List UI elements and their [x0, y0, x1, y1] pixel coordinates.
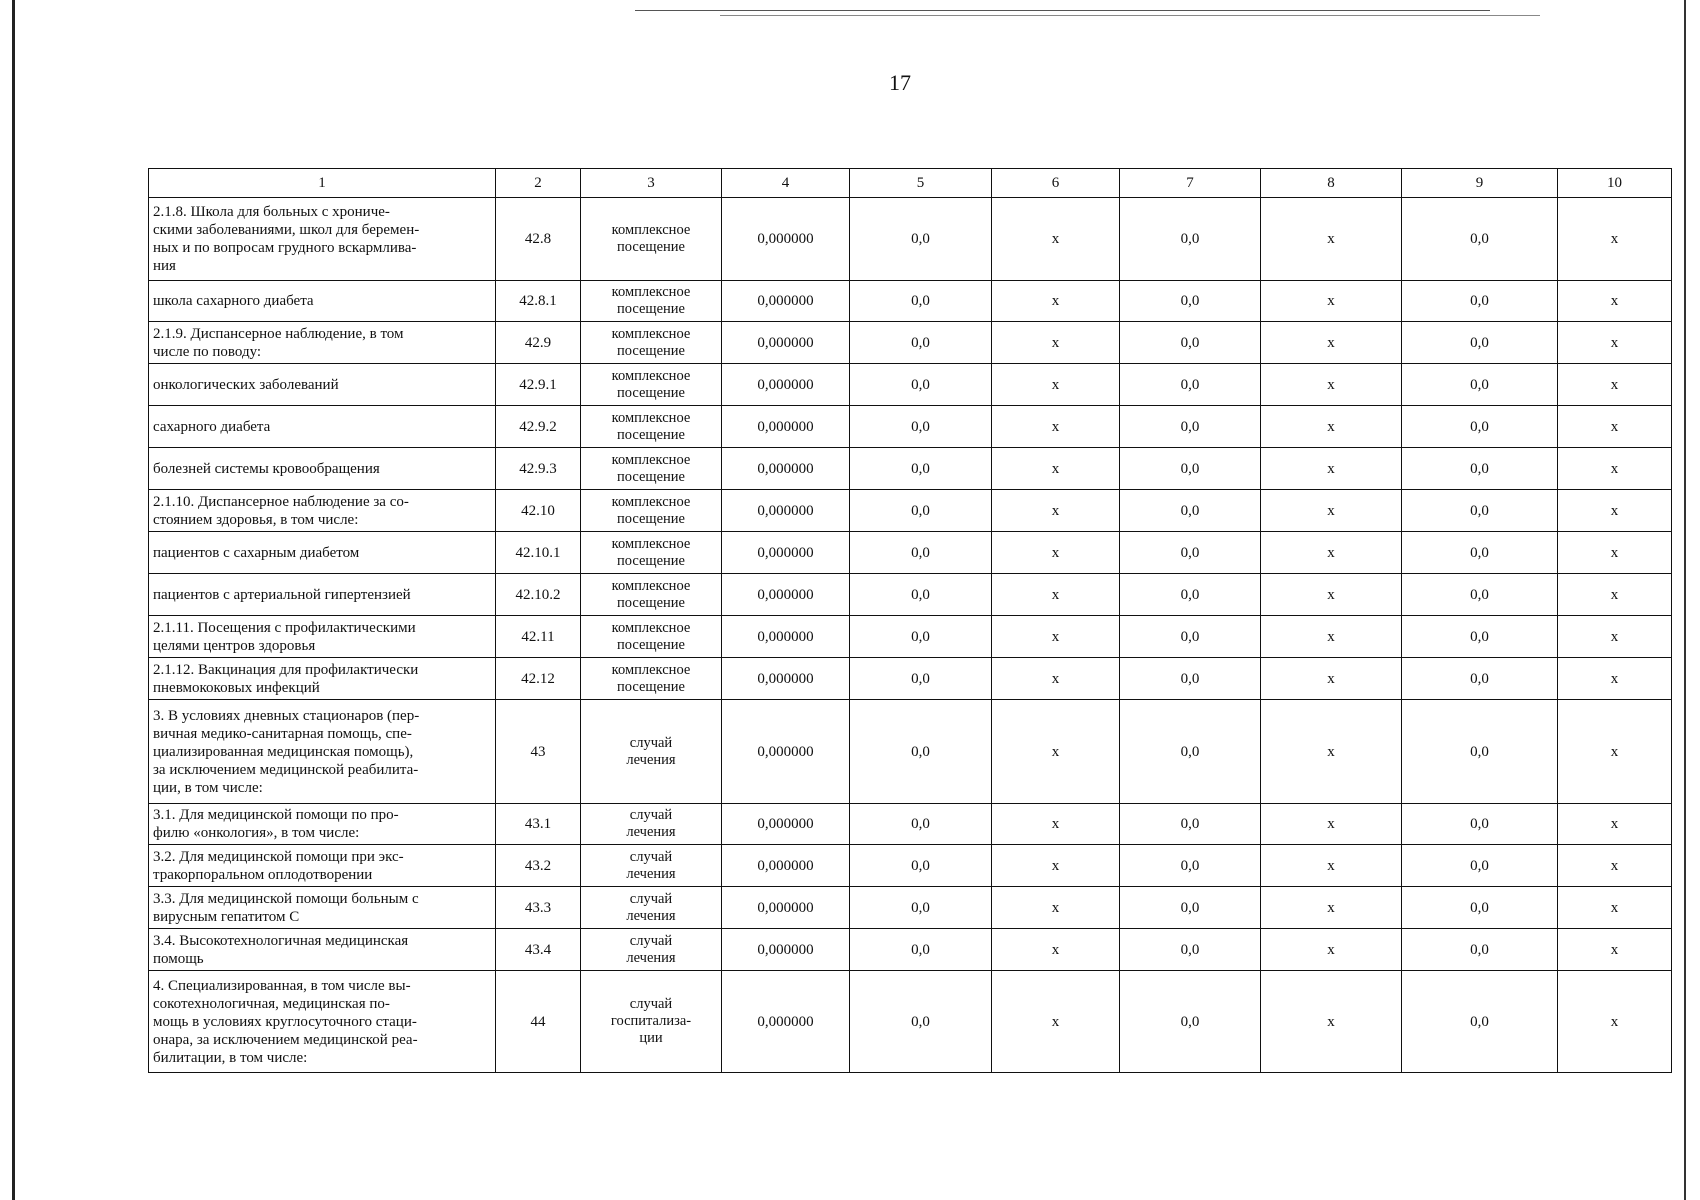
row-value-c9: 0,0 — [1402, 281, 1558, 322]
row-value-c5: 0,0 — [850, 845, 992, 887]
table-header-row — [149, 169, 1672, 198]
row-value-c6: х — [992, 971, 1120, 1073]
row-code: 42.8 — [496, 198, 581, 281]
row-unit — [581, 448, 722, 490]
row-value-c9: 0,0 — [1402, 887, 1558, 929]
row-code: 42.8.1 — [496, 281, 581, 322]
column-header: 5 — [850, 169, 992, 198]
column-header: 9 — [1402, 169, 1558, 198]
row-description-line: 3.2. Для медицинской помощи при экс- — [153, 848, 404, 865]
row-value-c7: 0,0 — [1120, 804, 1261, 845]
row-unit-line: комплексное — [611, 535, 691, 552]
row-code: 42.10.1 — [496, 532, 581, 574]
row-unit-line: комплексное — [611, 222, 691, 238]
row-unit-line: ции — [639, 1030, 663, 1046]
table-row — [149, 887, 1672, 929]
row-description — [149, 364, 496, 406]
row-unit — [581, 658, 722, 700]
row-value-c4: 0,000000 — [722, 700, 850, 804]
column-header: 10 — [1558, 169, 1672, 198]
row-unit — [581, 574, 722, 616]
row-value-c4: 0,000000 — [722, 845, 850, 887]
row-value-c9: 0,0 — [1402, 845, 1558, 887]
row-value-c9: 0,0 — [1402, 971, 1558, 1073]
top-rule — [635, 10, 1490, 11]
row-value-c10: х — [1558, 364, 1672, 406]
row-description-line: целями центров здоровья — [153, 637, 316, 654]
row-description-line: ции, в том числе: — [153, 779, 263, 796]
row-description-line: ных и по вопросам грудного вскармлива- — [153, 240, 417, 256]
row-description-line: тракорпоральном оплодотворении — [153, 866, 373, 883]
row-description-line: вичная медико-санитарная помощь, спе- — [153, 725, 412, 742]
row-code: 43.4 — [496, 929, 581, 971]
row-value-c7: 0,0 — [1120, 845, 1261, 887]
row-value-c10: х — [1558, 929, 1672, 971]
page-number: 17 — [889, 70, 911, 95]
row-value-c10: х — [1558, 658, 1672, 700]
row-description-line: ния — [153, 258, 176, 274]
row-unit — [581, 804, 722, 845]
row-description-line: вирусным гепатитом С — [153, 908, 300, 925]
row-value-c5: 0,0 — [850, 929, 992, 971]
row-value-c7: 0,0 — [1120, 574, 1261, 616]
table-row — [149, 929, 1672, 971]
row-unit-line: посещение — [617, 636, 685, 653]
row-unit-line: комплексное — [611, 325, 691, 342]
row-description-line: филю «онкология», в том числе: — [153, 825, 360, 841]
row-value-c8: х — [1261, 971, 1402, 1073]
row-value-c4: 0,000000 — [722, 658, 850, 700]
page-edge-left — [12, 0, 15, 1200]
row-value-c9: 0,0 — [1402, 406, 1558, 448]
row-value-c4: 0,000000 — [722, 616, 850, 658]
row-value-c5: 0,0 — [850, 804, 992, 845]
row-description-line: пневмококовых инфекций — [153, 679, 320, 696]
row-value-c9: 0,0 — [1402, 700, 1558, 804]
row-value-c7: 0,0 — [1120, 971, 1261, 1073]
row-description-line: 3.1. Для медицинской помощи по про- — [153, 807, 399, 823]
column-header: 1 — [149, 169, 496, 198]
row-value-c8: х — [1261, 887, 1402, 929]
row-value-c5: 0,0 — [850, 971, 992, 1073]
row-unit — [581, 971, 722, 1073]
row-description-line: сахарного диабета — [153, 418, 271, 435]
row-description — [149, 804, 496, 845]
row-code: 43.1 — [496, 804, 581, 845]
row-description-line: 2.1.11. Посещения с профилактическими — [153, 619, 416, 636]
row-unit-line: лечения — [626, 865, 676, 882]
row-value-c8: х — [1261, 700, 1402, 804]
row-unit — [581, 887, 722, 929]
row-value-c8: х — [1261, 658, 1402, 700]
row-value-c9: 0,0 — [1402, 658, 1558, 700]
row-description-line: за исключением медицинской реабилита- — [153, 761, 419, 778]
table-row — [149, 804, 1672, 845]
row-description-line: стоянием здоровья, в том числе: — [153, 511, 359, 528]
row-value-c7: 0,0 — [1120, 532, 1261, 574]
row-value-c10: х — [1558, 281, 1672, 322]
row-unit — [581, 929, 722, 971]
row-value-c9: 0,0 — [1402, 364, 1558, 406]
column-header: 2 — [496, 169, 581, 198]
row-unit-line: посещение — [617, 301, 685, 317]
row-value-c8: х — [1261, 364, 1402, 406]
row-unit — [581, 364, 722, 406]
row-value-c8: х — [1261, 804, 1402, 845]
row-unit-line: посещение — [617, 426, 685, 443]
row-description-line: мощь в условиях круглосуточного стаци- — [153, 1013, 417, 1030]
row-description — [149, 971, 496, 1073]
row-unit — [581, 406, 722, 448]
row-value-c8: х — [1261, 616, 1402, 658]
row-description-line: 2.1.12. Вакцинация для профилактически — [153, 661, 419, 678]
row-description — [149, 490, 496, 532]
row-value-c5: 0,0 — [850, 887, 992, 929]
row-value-c10: х — [1558, 971, 1672, 1073]
row-value-c6: х — [992, 490, 1120, 532]
row-description — [149, 845, 496, 887]
row-unit — [581, 322, 722, 364]
row-value-c9: 0,0 — [1402, 532, 1558, 574]
row-value-c4: 0,000000 — [722, 406, 850, 448]
row-value-c8: х — [1261, 574, 1402, 616]
row-unit-line: комплексное — [611, 409, 691, 426]
row-value-c10: х — [1558, 448, 1672, 490]
row-unit-line: лечения — [626, 949, 676, 966]
row-unit-line: комплексное — [611, 577, 691, 594]
row-unit-line: посещение — [617, 468, 685, 485]
row-value-c7: 0,0 — [1120, 658, 1261, 700]
row-description — [149, 929, 496, 971]
row-value-c5: 0,0 — [850, 322, 992, 364]
top-rule-secondary — [720, 15, 1540, 16]
row-value-c8: х — [1261, 406, 1402, 448]
row-value-c6: х — [992, 804, 1120, 845]
row-unit-line: случай — [629, 807, 673, 823]
row-description-line: 2.1.9. Диспансерное наблюдение, в том — [153, 325, 404, 342]
row-value-c8: х — [1261, 532, 1402, 574]
row-value-c5: 0,0 — [850, 532, 992, 574]
row-unit-line: случай — [629, 932, 673, 949]
row-value-c6: х — [992, 574, 1120, 616]
table-row — [149, 198, 1672, 281]
row-code: 42.10 — [496, 490, 581, 532]
row-value-c9: 0,0 — [1402, 616, 1558, 658]
row-value-c10: х — [1558, 887, 1672, 929]
table-row — [149, 322, 1672, 364]
row-description-line: онкологических заболеваний — [153, 376, 339, 393]
row-value-c8: х — [1261, 448, 1402, 490]
row-value-c8: х — [1261, 490, 1402, 532]
row-value-c6: х — [992, 281, 1120, 322]
row-value-c6: х — [992, 845, 1120, 887]
row-value-c7: 0,0 — [1120, 700, 1261, 804]
table-row — [149, 574, 1672, 616]
row-description-line: 3.4. Высокотехнологичная медицинская — [153, 932, 409, 949]
row-value-c7: 0,0 — [1120, 490, 1261, 532]
row-unit-line: посещение — [617, 678, 685, 695]
row-description-line: 3.3. Для медицинской помощи больным с — [153, 890, 419, 907]
row-value-c4: 0,000000 — [722, 929, 850, 971]
row-value-c8: х — [1261, 281, 1402, 322]
row-description — [149, 574, 496, 616]
row-description — [149, 406, 496, 448]
row-unit — [581, 532, 722, 574]
row-value-c4: 0,000000 — [722, 198, 850, 281]
row-unit — [581, 845, 722, 887]
row-value-c5: 0,0 — [850, 490, 992, 532]
row-code: 43 — [496, 700, 581, 804]
table-row — [149, 971, 1672, 1073]
row-description-line: болезней системы кровообращения — [153, 460, 380, 477]
row-description-line: скими заболеваниями, школ для беремен- — [153, 222, 420, 238]
row-value-c7: 0,0 — [1120, 281, 1261, 322]
row-unit-line: случай — [629, 890, 673, 907]
row-value-c4: 0,000000 — [722, 364, 850, 406]
row-value-c10: х — [1558, 406, 1672, 448]
row-description — [149, 887, 496, 929]
row-value-c10: х — [1558, 700, 1672, 804]
row-value-c10: х — [1558, 322, 1672, 364]
row-value-c4: 0,000000 — [722, 322, 850, 364]
table-row — [149, 406, 1672, 448]
row-description-line: 3. В условиях дневных стационаров (пер- — [153, 707, 420, 724]
row-description — [149, 532, 496, 574]
row-unit-line: комплексное — [611, 451, 691, 468]
row-value-c5: 0,0 — [850, 281, 992, 322]
page-edge-right — [1684, 0, 1686, 1200]
table-row — [149, 448, 1672, 490]
row-unit — [581, 700, 722, 804]
row-value-c9: 0,0 — [1402, 804, 1558, 845]
row-value-c5: 0,0 — [850, 700, 992, 804]
row-value-c6: х — [992, 198, 1120, 281]
row-unit-line: лечения — [626, 907, 676, 924]
row-value-c9: 0,0 — [1402, 448, 1558, 490]
row-value-c7: 0,0 — [1120, 364, 1261, 406]
row-description — [149, 700, 496, 804]
row-code: 42.9.3 — [496, 448, 581, 490]
row-unit-line: комплексное — [611, 284, 691, 300]
row-description-line: помощь — [153, 950, 204, 967]
row-description — [149, 198, 496, 281]
table-row — [149, 281, 1672, 322]
row-value-c9: 0,0 — [1402, 490, 1558, 532]
row-code: 43.3 — [496, 887, 581, 929]
row-code: 42.9.1 — [496, 364, 581, 406]
row-description-line: сокотехнологичная, медицинская по- — [153, 995, 390, 1012]
row-unit-line: посещение — [617, 342, 685, 359]
row-description-line: циализированная медицинская помощь), — [153, 743, 414, 760]
row-value-c6: х — [992, 929, 1120, 971]
row-value-c6: х — [992, 322, 1120, 364]
table-row — [149, 700, 1672, 804]
row-value-c6: х — [992, 448, 1120, 490]
row-unit-line: посещение — [617, 239, 685, 255]
row-value-c5: 0,0 — [850, 198, 992, 281]
row-value-c6: х — [992, 406, 1120, 448]
row-value-c10: х — [1558, 532, 1672, 574]
column-header: 6 — [992, 169, 1120, 198]
row-description — [149, 281, 496, 322]
row-unit-line: случай — [629, 996, 673, 1012]
row-description — [149, 658, 496, 700]
row-code: 44 — [496, 971, 581, 1073]
row-value-c6: х — [992, 364, 1120, 406]
row-code: 42.9 — [496, 322, 581, 364]
row-value-c6: х — [992, 700, 1120, 804]
row-value-c9: 0,0 — [1402, 929, 1558, 971]
row-value-c7: 0,0 — [1120, 406, 1261, 448]
row-description-line: 2.1.10. Диспансерное наблюдение за со- — [153, 493, 409, 510]
row-value-c6: х — [992, 532, 1120, 574]
row-unit-line: посещение — [617, 510, 685, 527]
row-code: 43.2 — [496, 845, 581, 887]
row-unit-line: лечения — [626, 751, 676, 768]
table-row — [149, 532, 1672, 574]
table-row — [149, 490, 1672, 532]
row-value-c4: 0,000000 — [722, 448, 850, 490]
table-row — [149, 845, 1672, 887]
table-row — [149, 364, 1672, 406]
row-value-c9: 0,0 — [1402, 574, 1558, 616]
row-value-c6: х — [992, 887, 1120, 929]
row-unit-line: комплексное — [611, 619, 691, 636]
row-value-c10: х — [1558, 804, 1672, 845]
row-description-line: числе по поводу: — [153, 343, 262, 360]
row-value-c8: х — [1261, 322, 1402, 364]
row-value-c4: 0,000000 — [722, 574, 850, 616]
row-value-c4: 0,000000 — [722, 887, 850, 929]
row-code: 42.12 — [496, 658, 581, 700]
row-value-c7: 0,0 — [1120, 448, 1261, 490]
row-value-c6: х — [992, 616, 1120, 658]
row-value-c5: 0,0 — [850, 364, 992, 406]
column-header: 8 — [1261, 169, 1402, 198]
row-unit-line: случай — [629, 734, 673, 751]
row-code: 42.9.2 — [496, 406, 581, 448]
row-value-c4: 0,000000 — [722, 532, 850, 574]
row-value-c10: х — [1558, 574, 1672, 616]
data-table — [148, 168, 1672, 1073]
row-code: 42.11 — [496, 616, 581, 658]
row-value-c4: 0,000000 — [722, 971, 850, 1073]
row-code: 42.10.2 — [496, 574, 581, 616]
row-value-c10: х — [1558, 845, 1672, 887]
row-value-c7: 0,0 — [1120, 322, 1261, 364]
row-description — [149, 322, 496, 364]
row-description-line: 2.1.8. Школа для больных с хрониче- — [153, 204, 390, 220]
row-value-c5: 0,0 — [850, 406, 992, 448]
table-row — [149, 658, 1672, 700]
row-value-c10: х — [1558, 490, 1672, 532]
row-description-line: пациентов с сахарным диабетом — [153, 544, 360, 561]
row-unit-line: комплексное — [611, 367, 691, 384]
row-value-c8: х — [1261, 929, 1402, 971]
row-unit-line: случай — [629, 848, 673, 865]
row-unit-line: посещение — [617, 552, 685, 569]
row-value-c8: х — [1261, 845, 1402, 887]
row-value-c10: х — [1558, 198, 1672, 281]
row-unit — [581, 198, 722, 281]
row-value-c9: 0,0 — [1402, 322, 1558, 364]
row-unit-line: комплексное — [611, 661, 691, 678]
row-value-c7: 0,0 — [1120, 616, 1261, 658]
row-value-c6: х — [992, 658, 1120, 700]
row-description-line: школа сахарного диабета — [153, 293, 314, 309]
row-value-c9: 0,0 — [1402, 198, 1558, 281]
row-unit-line: посещение — [617, 594, 685, 611]
column-header: 3 — [581, 169, 722, 198]
row-unit — [581, 490, 722, 532]
row-value-c7: 0,0 — [1120, 929, 1261, 971]
row-unit-line: комплексное — [611, 493, 691, 510]
table-row — [149, 616, 1672, 658]
row-unit-line: лечения — [626, 824, 676, 840]
row-unit — [581, 281, 722, 322]
row-description-line: онара, за исключением медицинской реа- — [153, 1031, 418, 1048]
column-header: 4 — [722, 169, 850, 198]
row-value-c5: 0,0 — [850, 616, 992, 658]
row-value-c7: 0,0 — [1120, 887, 1261, 929]
row-description — [149, 616, 496, 658]
row-value-c4: 0,000000 — [722, 490, 850, 532]
row-unit-line: госпитализа- — [610, 1013, 692, 1029]
row-value-c4: 0,000000 — [722, 281, 850, 322]
row-value-c8: х — [1261, 198, 1402, 281]
row-value-c7: 0,0 — [1120, 198, 1261, 281]
row-value-c10: х — [1558, 616, 1672, 658]
column-header: 7 — [1120, 169, 1261, 198]
row-value-c4: 0,000000 — [722, 804, 850, 845]
row-value-c5: 0,0 — [850, 574, 992, 616]
row-description-line: билитации, в том числе: — [153, 1049, 308, 1066]
row-value-c5: 0,0 — [850, 448, 992, 490]
row-unit-line: посещение — [617, 384, 685, 401]
row-description-line: пациентов с артериальной гипертензией — [153, 586, 411, 603]
row-unit — [581, 616, 722, 658]
row-description-line: 4. Специализированная, в том числе вы- — [153, 977, 411, 994]
row-value-c5: 0,0 — [850, 658, 992, 700]
row-description — [149, 448, 496, 490]
